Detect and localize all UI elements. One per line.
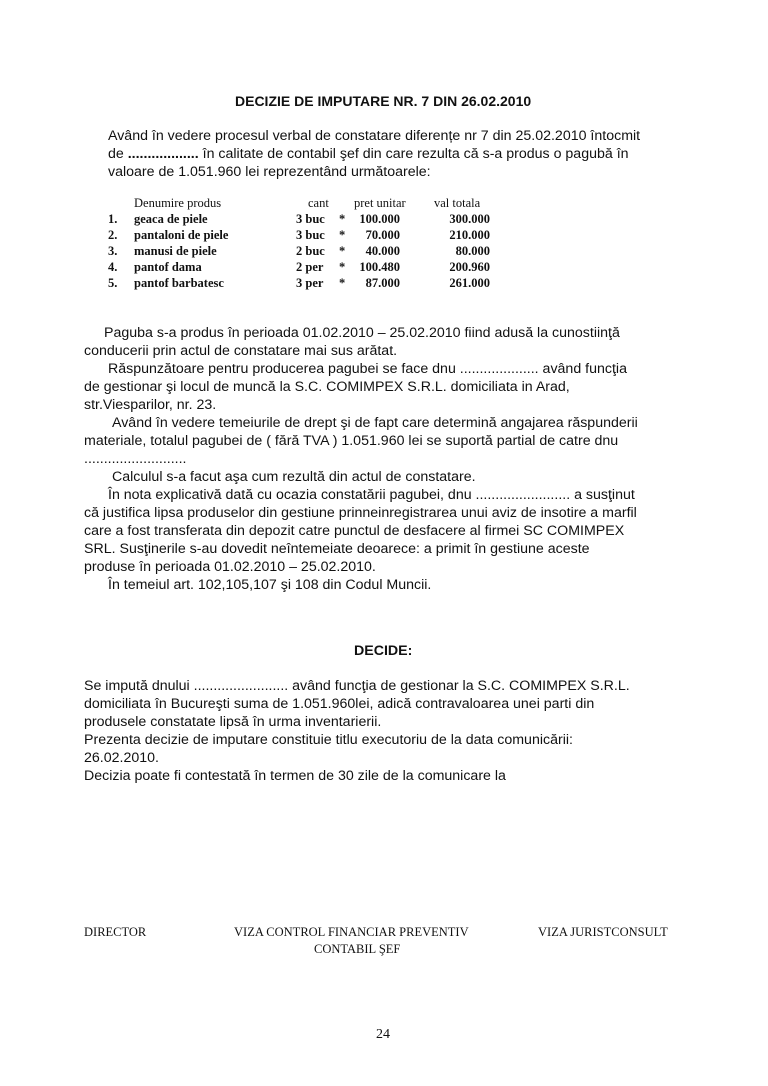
row-price: 100.000 (359, 212, 400, 226)
row-price: 100.480 (359, 260, 400, 274)
row-qty: 2 per (296, 260, 324, 274)
signature-viza-juris: VIZA JURISTCONSULT (538, 925, 668, 939)
body-p3-line-2: materiale, totalul pagubei de ( fără TVA ) 1.051.960 lei se suportă partial de catre dnu (84, 433, 619, 449)
header-name: Denumire produs (134, 196, 222, 210)
intro-line-2 (108, 145, 629, 163)
body-p1-line-1: Paguba s-a produs în perioada 01.02.2010 – 25.02.2010 fiind adusă la cunostiinţă (104, 325, 620, 341)
row-name: manusi de piele (134, 244, 217, 258)
decide-heading: DECIDE: (354, 643, 413, 659)
intro-line-2-start: de (108, 146, 124, 162)
signature-viza-control: VIZA CONTROL FINANCIAR PREVENTIV (234, 925, 469, 939)
body-p5-line-5: produse în perioada 01.02.2010 – 25.02.2010. (84, 559, 376, 575)
decide-line-6: Decizia poate fi contestată în termen de 30 zile de la comunicare la (84, 768, 506, 784)
row-price: 70.000 (365, 228, 400, 242)
intro-line-3: valoare de 1.051.960 lei reprezentând următoarele: (108, 164, 431, 180)
row-total: 210.000 (449, 228, 490, 242)
row-star: * (339, 260, 346, 274)
row-qty: 2 buc (296, 244, 325, 258)
row-qty: 3 buc (296, 212, 325, 226)
body-p3-line-1: Având în vedere temeiurile de drept şi de fapt care determină angajarea răspunderii (112, 415, 638, 431)
row-star: * (339, 212, 346, 226)
signature-director: DIRECTOR (84, 925, 147, 939)
row-qty: 3 buc (296, 228, 325, 242)
page-number: 24 (376, 1027, 390, 1042)
row-star: * (339, 276, 346, 290)
body-p6-line-1: În temeiul art. 102,105,107 şi 108 din Codul Muncii. (108, 577, 432, 593)
row-total: 261.000 (449, 276, 490, 290)
intro-line-2-end: în calitate de contabil şef din care rezulta că s-a produs o pagubă în (202, 146, 629, 162)
header-price: pret unitar (354, 196, 406, 210)
body-p2-line-1: Răspunzătoare pentru producerea pagubei se face dnu .................... având funcţia (108, 361, 627, 377)
header-total: val totala (434, 196, 481, 210)
row-qty: 3 per (296, 276, 324, 290)
row-price: 40.000 (365, 244, 400, 258)
row-number: 1. (108, 212, 118, 226)
header-qty: cant (308, 196, 329, 210)
row-total: 80.000 (455, 244, 490, 258)
row-name: geaca de piele (134, 212, 208, 226)
row-name: pantof barbatesc (134, 276, 224, 290)
row-number: 3. (108, 244, 118, 258)
body-p5-line-2: că justifica lipsa produselor din gestiune prinneinregistrarea unui aviz de insotire a marfil (84, 505, 637, 521)
body-p1-line-2: conducerii prin actul de constatare mai sus arătat. (84, 343, 398, 359)
signature-contabil-sef: CONTABIL ŞEF (314, 942, 401, 956)
decide-line-1: Se impută dnului ........................ având funcţia de gestionar la S.C. COMIMPEX S.R.L. (84, 678, 630, 694)
decide-line-3: produsele constatate lipsă în urma inventarierii. (84, 714, 382, 730)
body-p5-line-3: care a fost transferata din depozit catre punctul de desfacere al firmei SC COMIMPEX (84, 523, 625, 539)
decide-line-5: 26.02.2010. (84, 750, 159, 766)
body-p5-line-4: SRL. Susţinerile s-au dovedit neîntemeiate deoarece: a primit în gestiune aceste (84, 541, 590, 557)
row-number: 4. (108, 260, 118, 274)
row-number: 2. (108, 228, 118, 242)
row-price: 87.000 (365, 276, 400, 290)
body-p2-line-2: de gestionar şi locul de muncă la S.C. COMIMPEX S.R.L. domiciliata in Arad, (84, 379, 570, 395)
row-number: 5. (108, 276, 118, 290)
document-title: DECIZIE DE IMPUTARE NR. 7 DIN 26.02.2010 (235, 93, 532, 109)
body-p2-line-3: str.Viesparilor, nr. 23. (84, 397, 217, 413)
body-p3-line-3: .......................... (84, 451, 187, 467)
intro-line-1: Având în vedere procesul verbal de constatare diferențe nr 7 din 25.02.2010 întocmit (108, 128, 641, 144)
decide-line-4: Prezenta decizie de imputare constituie titlu executoriu de la data comunicării: (84, 732, 573, 748)
body-p4-line-1: Calculul s-a facut aşa cum rezultă din actul de constatare. (112, 469, 476, 485)
row-name: pantaloni de piele (134, 228, 229, 242)
row-total: 300.000 (449, 212, 490, 226)
row-total: 200.960 (449, 260, 490, 274)
row-star: * (339, 244, 346, 258)
row-name: pantof dama (134, 260, 202, 274)
decide-line-2: domiciliata în Bucureşti suma de 1.051.960lei, adică contravaloarea unei parti din (84, 696, 595, 712)
intro-blank-dots: .................. (127, 146, 199, 162)
row-star: * (339, 228, 346, 242)
body-p5-line-1: În nota explicativă dată cu ocazia constatării pagubei, dnu ........................ a susţinut (108, 487, 635, 503)
